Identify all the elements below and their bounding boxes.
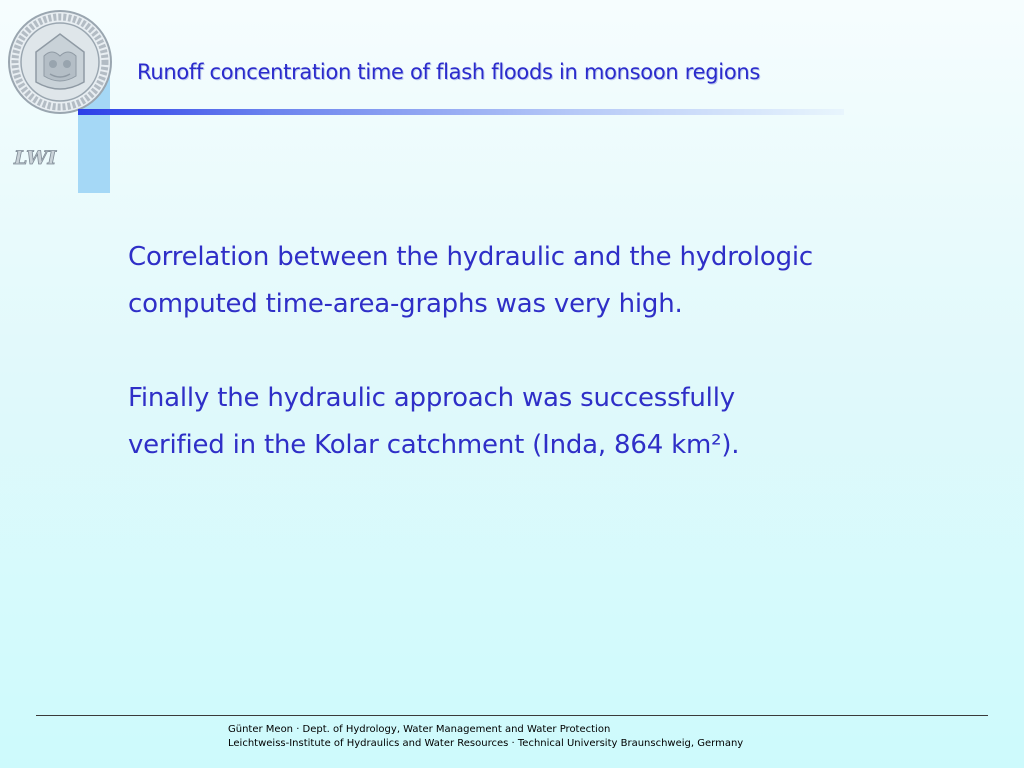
- lwi-logo-text: LWI: [14, 147, 57, 169]
- footer-author-line: Günter Meon · Dept. of Hydrology, Water Management and Water Protection: [228, 724, 611, 735]
- university-seal-icon: [6, 4, 114, 126]
- paragraph-1-line-2: computed time-area-graphs was very high.: [128, 289, 683, 319]
- footer-divider: [36, 715, 988, 716]
- title-underline: [78, 109, 844, 115]
- lwi-logo-icon: [12, 144, 74, 170]
- footer: [228, 723, 743, 751]
- paragraph-2-line-1: Finally the hydraulic approach was successfully: [128, 383, 735, 413]
- paragraph-2-line-2: verified in the Kolar catchment (Inda, 864 km²).: [128, 430, 740, 460]
- footer-institute-line: Leichtweiss-Institute of Hydraulics and Water Resources · Technical University Braunschweig, Germany: [228, 738, 744, 749]
- page-title: Runoff concentration time of flash floods in monsoon regions: [137, 60, 761, 84]
- body-content: [128, 234, 988, 469]
- paragraph-1-line-1: Correlation between the hydraulic and the hydrologic: [128, 242, 813, 272]
- paragraph-spacer: [128, 328, 988, 375]
